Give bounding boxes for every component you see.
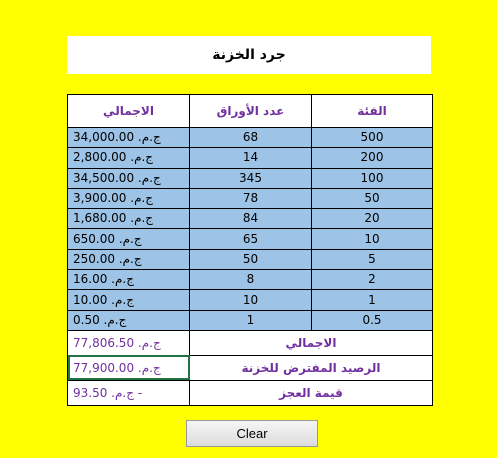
- denomination-cell[interactable]: 5: [312, 249, 433, 269]
- count-cell[interactable]: 345: [190, 168, 312, 188]
- table-row: [68, 290, 433, 310]
- count-cell[interactable]: 78: [190, 188, 312, 208]
- summary-row-shortage: [68, 380, 433, 405]
- table-row: [68, 148, 433, 168]
- count-cell[interactable]: 50: [190, 249, 312, 269]
- grand-total-label: الاجمالي: [190, 330, 433, 355]
- denomination-cell[interactable]: 200: [312, 148, 433, 168]
- denomination-cell[interactable]: 20: [312, 209, 433, 229]
- denomination-cell[interactable]: 2: [312, 270, 433, 290]
- header-total: الاجمالي: [68, 95, 190, 128]
- table-row: [68, 249, 433, 269]
- denomination-cell[interactable]: 500: [312, 128, 433, 148]
- clear-button[interactable]: Clear: [186, 420, 318, 447]
- table-row: [68, 128, 433, 148]
- total-cell[interactable]: ج.م. 2,800.00: [68, 148, 190, 168]
- count-cell[interactable]: 84: [190, 209, 312, 229]
- count-cell[interactable]: 68: [190, 128, 312, 148]
- count-cell[interactable]: 1: [190, 310, 312, 330]
- denomination-cell[interactable]: 0.5: [312, 310, 433, 330]
- header-row: [68, 95, 433, 128]
- total-cell[interactable]: ج.م. 10.00: [68, 290, 190, 310]
- count-cell[interactable]: 10: [190, 290, 312, 310]
- total-cell[interactable]: ج.م. 0.50: [68, 310, 190, 330]
- denomination-cell[interactable]: 10: [312, 229, 433, 249]
- total-cell[interactable]: ج.م. 34,000.00: [68, 128, 190, 148]
- table-row: [68, 188, 433, 208]
- total-cell[interactable]: ج.م. 3,900.00: [68, 188, 190, 208]
- summary-row-grand-total: [68, 330, 433, 355]
- expected-balance-label: الرصيد المفترض للخزنة: [190, 355, 433, 380]
- table-row: [68, 168, 433, 188]
- denomination-cell[interactable]: 50: [312, 188, 433, 208]
- total-cell[interactable]: ج.م. 250.00: [68, 249, 190, 269]
- header-count: عدد الأوراق: [190, 95, 312, 128]
- count-cell[interactable]: 65: [190, 229, 312, 249]
- denomination-cell[interactable]: 1: [312, 290, 433, 310]
- shortage-value[interactable]: - ج.م. 93.50: [68, 380, 190, 405]
- total-cell[interactable]: ج.م. 34,500.00: [68, 168, 190, 188]
- count-cell[interactable]: 8: [190, 270, 312, 290]
- table-row: [68, 310, 433, 330]
- table-row: [68, 270, 433, 290]
- count-cell[interactable]: 14: [190, 148, 312, 168]
- total-cell[interactable]: ج.م. 1,680.00: [68, 209, 190, 229]
- page-title: جرد الخزنة: [67, 36, 431, 74]
- denomination-cell[interactable]: 100: [312, 168, 433, 188]
- table-row: [68, 209, 433, 229]
- table-row: [68, 229, 433, 249]
- expected-balance-value[interactable]: ج.م. 77,900.00: [68, 355, 190, 380]
- cash-count-table: [67, 94, 433, 406]
- summary-row-expected-balance: [68, 355, 433, 380]
- total-cell[interactable]: ج.م. 16.00: [68, 270, 190, 290]
- header-denomination: الفئة: [312, 95, 433, 128]
- shortage-label: قيمة العجز: [190, 380, 433, 405]
- grand-total-value[interactable]: ج.م. 77,806.50: [68, 330, 190, 355]
- total-cell[interactable]: ج.م. 650.00: [68, 229, 190, 249]
